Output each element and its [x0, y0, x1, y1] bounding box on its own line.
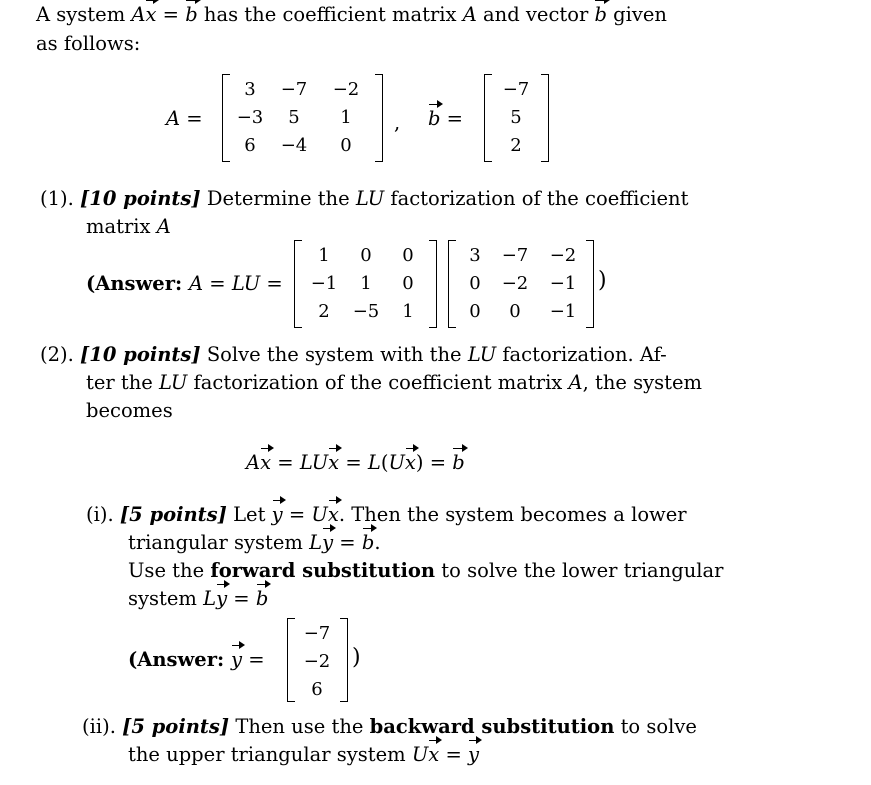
var-L: L — [309, 531, 323, 554]
item-number: (i). — [86, 503, 114, 526]
text: factorization of the coefficient matrix — [187, 371, 569, 394]
part1-line-1 — [40, 186, 688, 212]
var-A: A — [246, 451, 261, 474]
text: = — [439, 743, 469, 766]
var-A: A — [131, 3, 146, 26]
bracket-right — [340, 618, 348, 702]
bold-term: forward substitution — [210, 559, 436, 582]
matrix-cell: −2 — [501, 273, 529, 294]
points-label: [10 points] — [80, 187, 201, 210]
part2ii-line-2 — [128, 742, 479, 768]
text: = — [203, 272, 232, 295]
matrix-cell: −1 — [549, 301, 577, 322]
matrix-cell: 0 — [340, 135, 352, 156]
text: to solve — [614, 715, 697, 738]
vector-b: b — [428, 107, 441, 130]
item-number: (1). — [40, 187, 74, 210]
text: has the coefficient matrix — [197, 3, 463, 26]
matrix-A — [232, 76, 372, 160]
part2-equation — [246, 450, 465, 476]
vector-x: x — [327, 503, 339, 526]
matrix-cell: −1 — [310, 273, 338, 294]
text: given — [606, 3, 667, 26]
matrix-cell: 5 — [288, 107, 300, 128]
text: Solve the system with the — [200, 343, 468, 366]
vector-x: x — [404, 451, 416, 474]
text: . Then the system becomes a lower — [338, 503, 687, 526]
var-LU: LU — [355, 187, 385, 210]
close-paren: ) — [598, 268, 607, 293]
text: = — [242, 648, 265, 671]
matrix-cell: −4 — [280, 135, 308, 156]
part2-line-1 — [40, 342, 667, 368]
matrix-cell: 1 — [402, 301, 414, 322]
text: = — [423, 451, 453, 474]
matrix-cell: −7 — [280, 79, 308, 100]
text: Determine the — [200, 187, 356, 210]
text: factorization of the coefficient — [384, 187, 689, 210]
part2i-line-2 — [128, 530, 381, 556]
matrix-cell: −7 — [501, 245, 529, 266]
comma: , — [394, 111, 401, 134]
text: = — [339, 451, 368, 474]
text: and vector — [476, 3, 595, 26]
text: Use the — [128, 559, 211, 582]
var-LU: LU — [467, 343, 497, 366]
part2ii-line-1 — [82, 714, 697, 740]
text: = — [333, 531, 362, 554]
var-U: U — [411, 743, 429, 766]
text: ) — [415, 451, 424, 474]
var-LU: LU — [159, 371, 188, 394]
points-label: [5 points] — [119, 503, 227, 526]
text: = — [282, 503, 312, 526]
part2-line-2 — [86, 370, 702, 396]
vector-y-matrix — [295, 620, 339, 704]
bracket-left — [448, 240, 456, 328]
matrix-cell: −7 — [303, 623, 331, 644]
vector-y: y — [230, 648, 242, 671]
bracket-left — [222, 74, 230, 162]
text: ter the — [86, 371, 160, 394]
text: ( — [380, 451, 389, 474]
matrix-cell: 1 — [340, 107, 352, 128]
part2i-answer-label — [128, 647, 265, 673]
matrix-cell: −2 — [332, 79, 360, 100]
vector-b: b — [255, 587, 269, 610]
answer-label: (Answer: — [86, 272, 189, 295]
item-number: (2). — [40, 343, 74, 366]
matrix-cell: 3 — [244, 79, 256, 100]
text: to solve the lower triangular — [435, 559, 724, 582]
vector-b-matrix — [494, 76, 538, 160]
bracket-left — [287, 618, 295, 702]
matrix-cell: 2 — [510, 135, 522, 156]
bracket-left — [484, 74, 492, 162]
matrix-cell: 0 — [469, 273, 481, 294]
vector-b: b — [361, 531, 375, 554]
item-number: (ii). — [82, 715, 116, 738]
bracket-left — [294, 240, 302, 328]
var-U: U — [388, 451, 405, 474]
text: = — [156, 3, 186, 26]
intro-line-2: as follows: — [36, 32, 141, 55]
var-A: A — [156, 215, 171, 238]
vector-b: b — [594, 3, 607, 26]
matrix-cell: 6 — [244, 135, 256, 156]
var-L: L — [367, 451, 381, 474]
text: = — [271, 451, 300, 474]
matrix-cell: 1 — [318, 245, 330, 266]
vector-x: x — [145, 3, 157, 26]
answer-label: (Answer: — [128, 648, 231, 671]
matrix-cell: 0 — [402, 245, 414, 266]
vector-y: y — [322, 531, 334, 554]
var-U: U — [311, 503, 328, 526]
bracket-right — [429, 240, 437, 328]
matrix-cell: 0 — [402, 273, 414, 294]
var-L: L — [203, 587, 217, 610]
bracket-right — [375, 74, 383, 162]
text: A system — [36, 3, 132, 26]
text: triangular system — [128, 531, 310, 554]
text: factorization. Af- — [496, 343, 667, 366]
matrix-cell: −3 — [236, 107, 264, 128]
intro-line-1 — [36, 2, 667, 28]
var-A: A — [188, 272, 204, 295]
text: = — [260, 272, 283, 295]
matrix-cell: 0 — [469, 301, 481, 322]
matrix-U — [458, 242, 588, 326]
part2i-line-1 — [86, 502, 687, 528]
matrix-cell: 0 — [509, 301, 521, 322]
matrix-cell: −1 — [549, 273, 577, 294]
matrix-cell: 1 — [360, 273, 372, 294]
vector-x: x — [428, 743, 440, 766]
text: = — [227, 587, 256, 610]
matrix-cell: −2 — [549, 245, 577, 266]
vector-b-label — [428, 106, 463, 132]
vector-b: b — [452, 451, 465, 474]
bold-term: backward substitution — [369, 715, 615, 738]
close-paren: ) — [352, 645, 361, 670]
vector-x: x — [328, 451, 340, 474]
vector-y: y — [216, 587, 228, 610]
text: = — [440, 107, 464, 130]
text: . — [374, 531, 381, 554]
vector-b: b — [185, 3, 198, 26]
part1-line-2 — [86, 214, 171, 240]
text: Then use the — [229, 715, 370, 738]
points-label: [5 points] — [122, 715, 230, 738]
matrix-cell: 6 — [311, 679, 323, 700]
var-A: A — [462, 3, 477, 26]
matrix-A-label: A = — [166, 107, 203, 130]
matrix-cell: −7 — [502, 79, 530, 100]
matrix-cell: 2 — [318, 301, 330, 322]
vector-x: x — [260, 451, 272, 474]
var-LU: LU — [231, 272, 261, 295]
part2i-line-3 — [128, 558, 723, 584]
var-A: A — [568, 371, 583, 394]
vector-y: y — [271, 503, 283, 526]
vector-y: y — [468, 743, 480, 766]
matrix-cell: −2 — [303, 651, 331, 672]
matrix-cell: −5 — [352, 301, 380, 322]
var-LU: LU — [299, 451, 329, 474]
matrix-cell: 5 — [510, 107, 522, 128]
bracket-right — [586, 240, 594, 328]
matrix-cell: 0 — [360, 245, 372, 266]
matrix-L — [304, 242, 428, 326]
part1-answer-label — [86, 271, 283, 297]
points-label: [10 points] — [80, 343, 201, 366]
matrix-cell: 3 — [469, 245, 481, 266]
text: matrix — [86, 215, 157, 238]
text: system — [128, 587, 204, 610]
bracket-right — [541, 74, 549, 162]
part2-line-3: becomes — [86, 399, 173, 422]
text: Let — [226, 503, 272, 526]
text: the upper triangular system — [128, 743, 412, 766]
part2i-line-4 — [128, 586, 268, 612]
text: , the system — [582, 371, 703, 394]
